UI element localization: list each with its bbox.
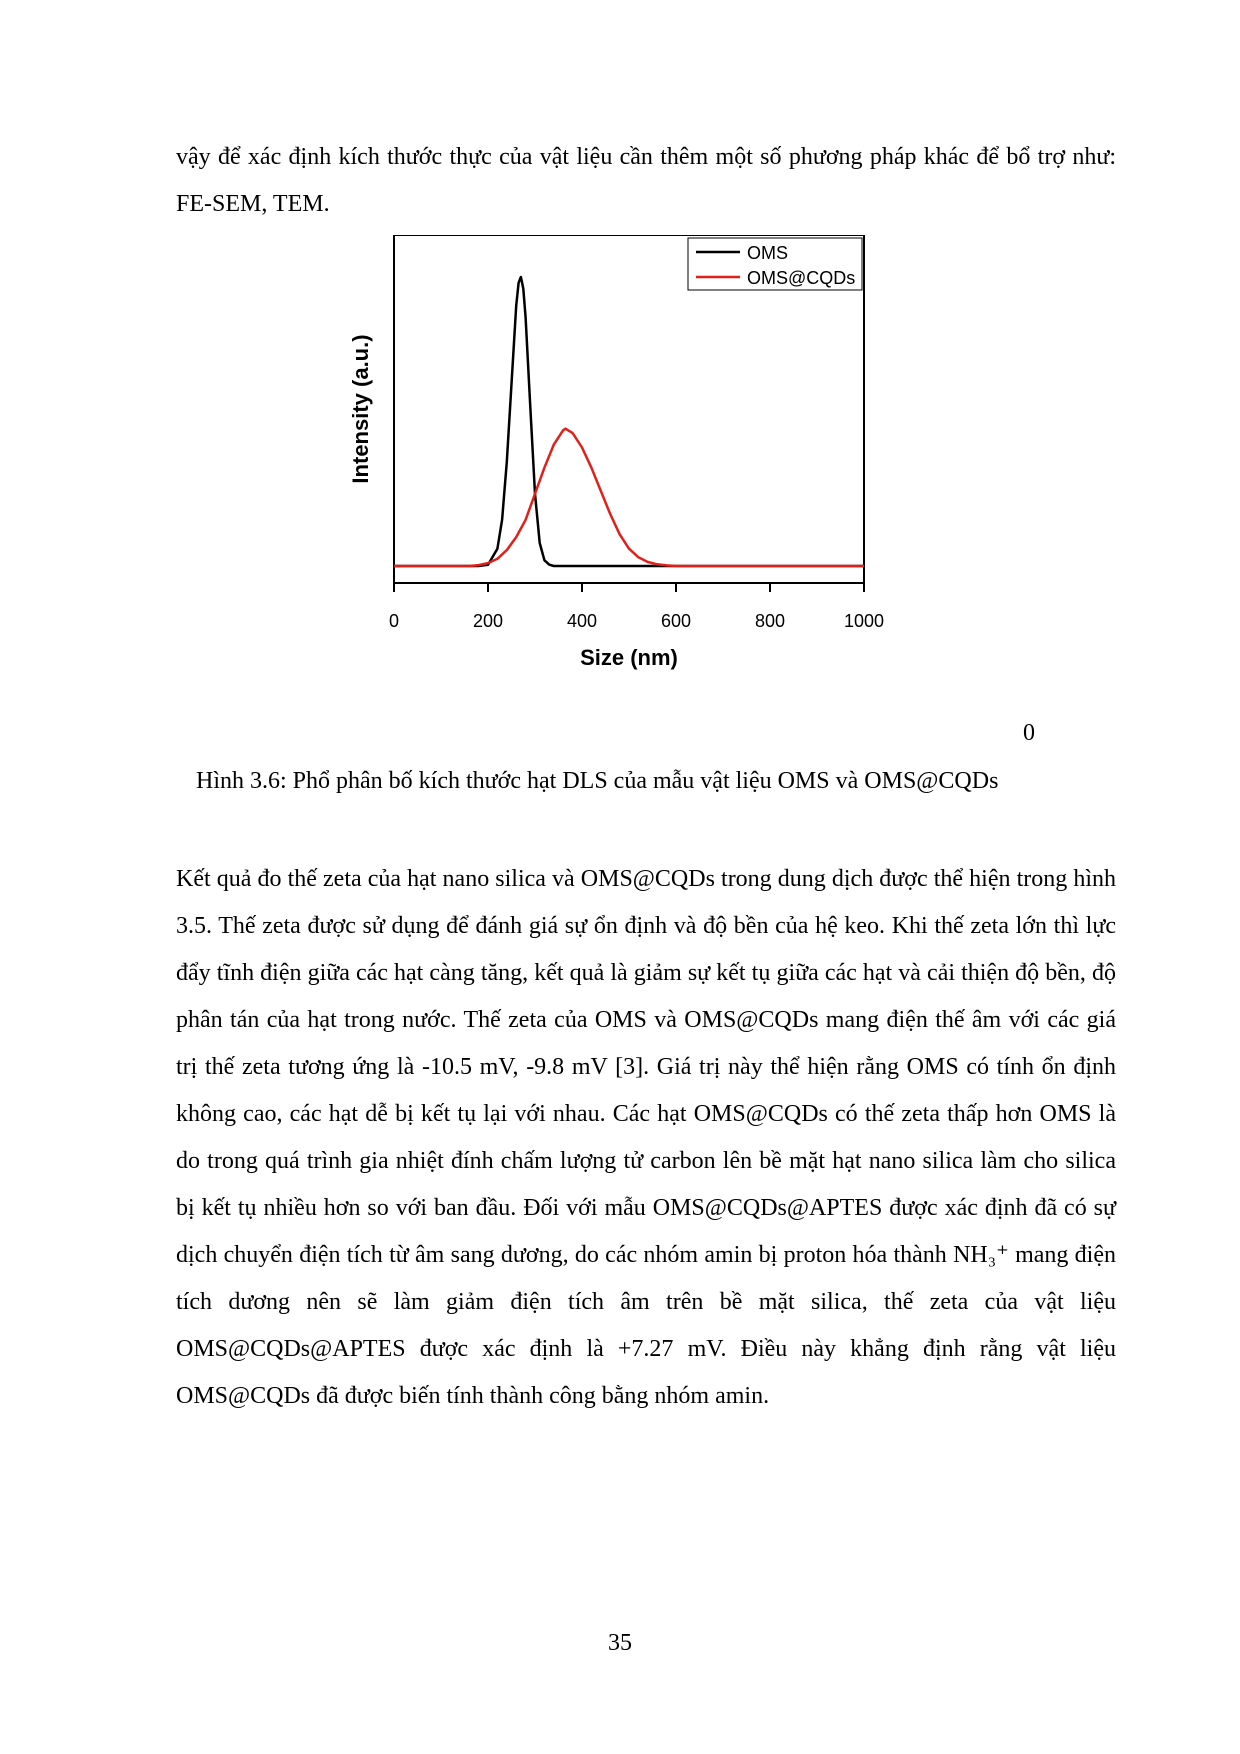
x-axis-ticks (389, 583, 884, 631)
x-tick-label: 200 (472, 611, 504, 631)
x-tick-label: 0 (388, 611, 400, 631)
figure-caption: Hình 3.6: Phổ phân bố kích thước hạt DLS của mẫu vật liệu OMS và OMS@CQDs (196, 768, 999, 794)
legend (688, 238, 862, 290)
x-tick-label: 400 (566, 611, 598, 631)
x-tick-label: 800 (754, 611, 786, 631)
x-tick-label: 1000 (843, 611, 885, 631)
stray-figure-mark: 0 (1023, 720, 1035, 746)
legend-label-oms-cqds: OMS@CQDs (747, 268, 856, 288)
dls-chart (320, 235, 960, 765)
x-tick-label: 600 (660, 611, 692, 631)
y-axis-label: Intensity (a.u.) (348, 334, 373, 484)
data-curves (394, 277, 864, 566)
legend-label-oms: OMS (747, 243, 789, 263)
x-axis-label: Size (nm) (580, 645, 678, 670)
chart-canvas (320, 235, 960, 765)
series-line-oms-cqds (394, 429, 864, 566)
body-paragraph: Kết quả đo thế zeta của hạt nano silica và OMS@CQDs trong dung dịch được thể hiện trong hình 3.5. Thế zeta được sử dụng để đánh giá sự ổn định và độ bền của hệ keo. Khi thế zeta lớn thì lực đẩy tĩnh điện giữa các hạt càng tăng, kết quả là giảm sự kết tụ giữa các hạt và cải thiện độ bền, độ phân tán của hạt trong nước. Thế zeta của OMS và OMS@CQDs mang điện thế âm với các giá trị thế zeta tương ứng là -10.5 mV, -9.8 mV [3]. Giá trị này thể hiện rằng OMS có tính ổn định không cao, các hạt dễ bị kết tụ lại với nhau. Các hạt OMS@CQDs có thế zeta thấp hơn OMS là do trong quá trình gia nhiệt đính chấm lượng tử carbon lên bề mặt hạt nano silica làm cho silica bị kết tụ nhiều hơn so với ban đầu. Đối với mẫu OMS@CQDs@APTES được xác định đã có sự dịch chuyển điện tích từ âm sang dương, do các nhóm amin bị proton hóa thành NH₃⁺ mang điện tích dương nên sẽ làm giảm điện tích âm trên bề mặt silica, thế zeta của vật liệu OMS@CQDs@APTES được xác định là +7.27 mV. Điều này khẳng định rằng vật liệu OMS@CQDs đã được biến tính thành công bằng nhóm amin. (176, 866, 1116, 1409)
series-line-oms (394, 277, 864, 566)
page-number: 35 (608, 1630, 632, 1656)
intro-paragraph: vậy để xác định kích thước thực của vật liệu cần thêm một số phương pháp khác để bổ trợ như: FE-SEM, TEM. (176, 144, 1116, 217)
